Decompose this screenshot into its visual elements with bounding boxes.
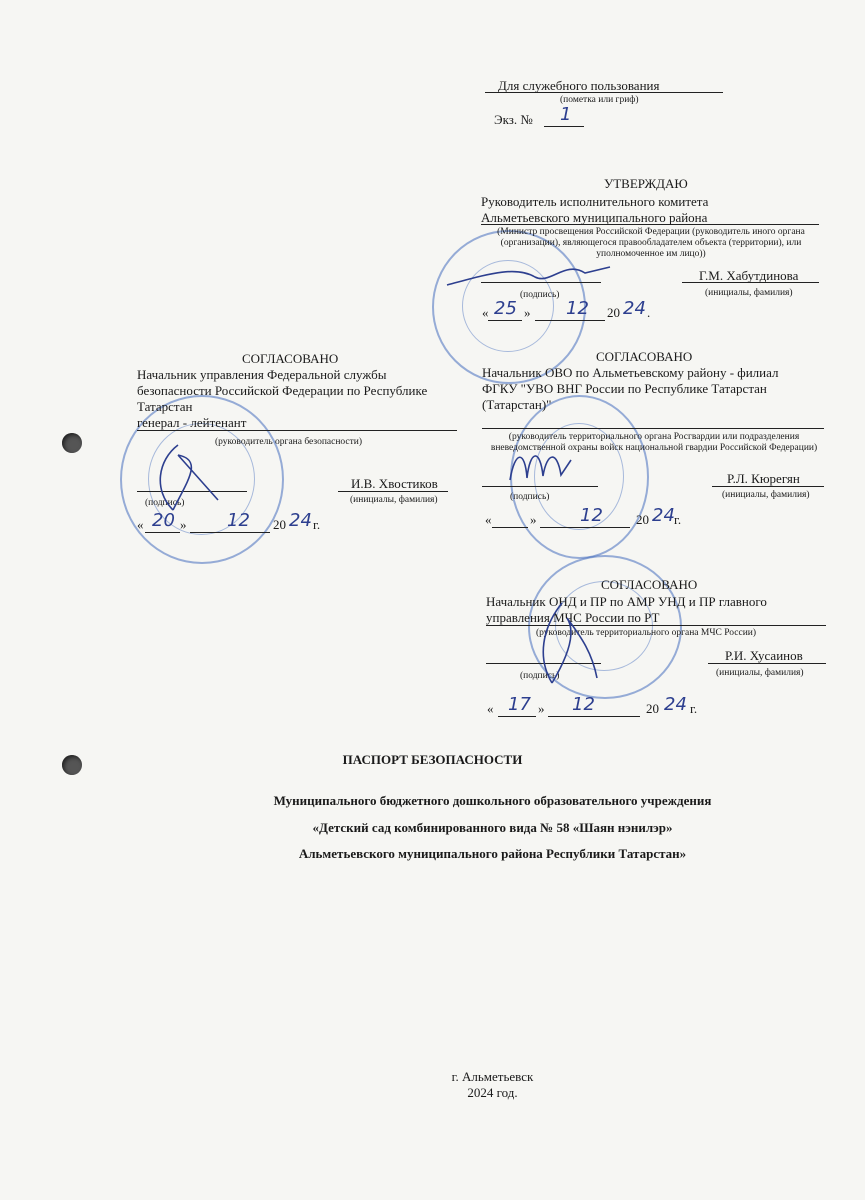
org-name-line3: Альметьевского муниципального района Республики Татарстан» [298, 846, 687, 861]
approve-name: Г.М. Хабутдинова [699, 268, 799, 283]
approve-position-line1: Руководитель исполнительного комитета [481, 194, 709, 209]
footer-city: г. Альметьевск [451, 1069, 534, 1084]
fsb-name-underline [338, 491, 448, 492]
rosgvard-position-underline [482, 428, 824, 429]
mchs-month-underline [548, 716, 640, 717]
mchs-year-prefix: 20 [646, 701, 659, 716]
fsb-month-underline [190, 532, 270, 533]
fsb-line4: генерал - лейтенант [137, 415, 247, 430]
fsb-year-prefix: 20 [273, 517, 286, 532]
copy-number: 1 [560, 104, 572, 125]
mchs-year-suffix: 24 [664, 694, 687, 715]
fsb-date-day: 20 [152, 510, 175, 531]
approve-date-open: « [482, 305, 489, 320]
fsb-line1: Начальник управления Федеральной службы [137, 367, 387, 382]
approve-sign-caption: (подпись) [520, 290, 560, 300]
rosgvard-sign-caption: (подпись) [510, 492, 550, 502]
fsb-line2: безопасности Российской Федерации по Республике [137, 383, 428, 398]
approve-date-close: » [524, 305, 531, 320]
rosgvard-date-open: « [485, 512, 492, 527]
fsb-date-close: » [180, 517, 187, 532]
approve-name-caption: (инициалы, фамилия) [705, 288, 793, 298]
approve-date-day: 25 [494, 298, 517, 319]
restriction-mark: Для служебного пользования [498, 78, 660, 93]
org-name-line1: Муниципального бюджетного дошкольного образовательного учреждения [273, 793, 712, 808]
mchs-date-close: » [538, 701, 545, 716]
approve-position-line2: Альметьевского муниципального района [481, 210, 708, 225]
org-name-line2: «Детский сад комбинированного вида № 58 «Шаян нэнилэр» [312, 820, 673, 835]
approve-date-month: 12 [566, 298, 589, 319]
mchs-line2: управления МЧС России по РТ [486, 610, 660, 625]
rosgvard-date-close: » [530, 512, 537, 527]
fsb-signature [148, 440, 228, 520]
approve-year-suffix: 24 [623, 298, 646, 319]
fsb-year-tail: г. [313, 517, 321, 532]
rosgvard-name: Р.Л. Кюрегян [727, 471, 800, 486]
mchs-date-day: 17 [508, 694, 531, 715]
rosgvard-line3: (Татарстан)" [482, 397, 552, 412]
fsb-caption: (руководитель органа безопасности) [215, 437, 363, 447]
rosgvard-month-underline [540, 527, 630, 528]
fsb-day-underline [145, 532, 180, 533]
fsb-position-underline [137, 430, 457, 431]
approve-name-underline [682, 282, 819, 283]
rosgvard-year-tail: г. [674, 512, 682, 527]
mchs-signature [522, 598, 602, 688]
rosgvard-year-prefix: 20 [636, 512, 649, 527]
mchs-year-tail: г. [690, 701, 698, 716]
rosgvard-date-month: 12 [580, 505, 603, 526]
approve-title: УТВЕРЖДАЮ [604, 176, 688, 191]
fsb-line3: Татарстан [137, 399, 193, 414]
approve-year-prefix: 20 [607, 305, 620, 320]
rosgvard-year-suffix: 24 [652, 505, 675, 526]
rosgvard-caption: (руководитель территориального органа Росгвардии или подразделения вневедомственной охраны войск национальной гвардии Российской Федерации) [490, 432, 818, 453]
rosgvard-name-underline [712, 486, 824, 487]
mchs-day-underline [498, 716, 536, 717]
fsb-date-month: 12 [227, 510, 250, 531]
document-title: ПАСПОРТ БЕЗОПАСНОСТИ [342, 752, 523, 767]
fsb-sign-caption: (подпись) [145, 498, 185, 508]
copy-number-underline [544, 126, 584, 127]
footer-year: 2024 год. [467, 1085, 518, 1100]
approve-year-tail: . [647, 305, 651, 320]
approve-day-underline [488, 320, 522, 321]
mchs-name-caption: (инициалы, фамилия) [716, 668, 804, 678]
mchs-date-open: « [487, 701, 494, 716]
punch-hole-top [62, 433, 82, 453]
mchs-date-month: 12 [572, 694, 595, 715]
rosgvard-day-underline [492, 527, 528, 528]
rosgvard-title: СОГЛАСОВАНО [596, 349, 693, 364]
copy-label: Экз. № [494, 112, 533, 127]
restriction-underline [485, 92, 723, 93]
rosgvard-signature [505, 440, 575, 490]
mchs-title: СОГЛАСОВАНО [601, 577, 698, 592]
fsb-name: И.В. Хвостиков [351, 476, 438, 491]
approve-signature [445, 255, 615, 295]
fsb-title: СОГЛАСОВАНО [242, 351, 339, 366]
approve-caption: (Министр просвещения Российской Федерации (руководитель иного органа (организации), являющегося правообладателем объекта (территории), или уполномоченное им лицо)) [497, 227, 805, 259]
mchs-sign-caption: (подпись) [520, 671, 560, 681]
approve-position-underline [481, 224, 819, 225]
restriction-caption: (пометка или гриф) [560, 95, 639, 105]
fsb-name-caption: (инициалы, фамилия) [350, 495, 438, 505]
rosgvard-line1: Начальник ОВО по Альметьевскому району - филиал [482, 365, 779, 380]
approve-month-underline [535, 320, 605, 321]
fsb-date-open: « [137, 517, 144, 532]
mchs-name-underline [708, 663, 826, 664]
rosgvard-name-caption: (инициалы, фамилия) [722, 490, 810, 500]
rosgvard-line2: ФГКУ "УВО ВНГ России по Республике Татарстан [482, 381, 767, 396]
mchs-line1: Начальник ОНД и ПР по АМР УНД и ПР главного [486, 594, 767, 609]
fsb-year-suffix: 24 [289, 510, 312, 531]
mchs-name: Р.И. Хусаинов [725, 648, 803, 663]
mchs-caption: (руководитель территориального органа МЧС России) [536, 628, 757, 638]
